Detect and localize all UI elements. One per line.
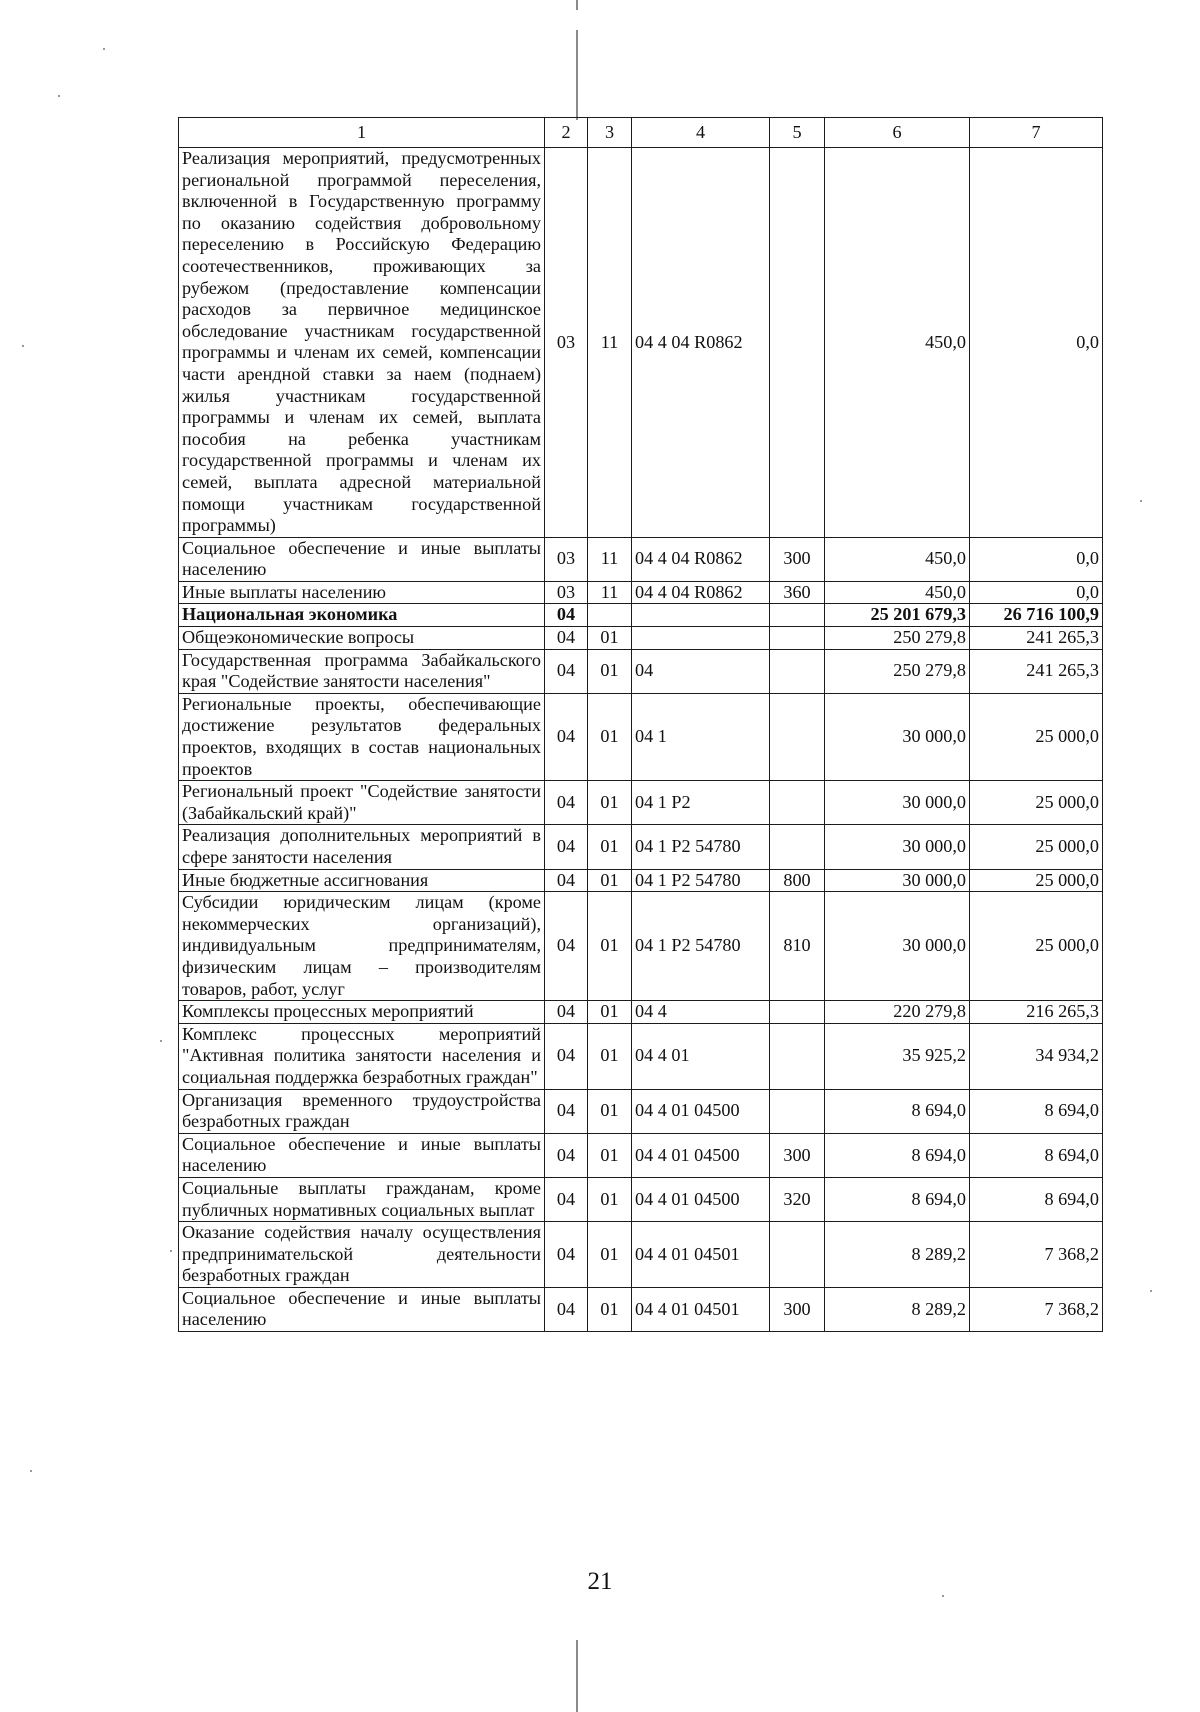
target-article-cell: 04 1 P2 [632, 781, 770, 825]
amount-year2-cell: 241 265,3 [970, 627, 1103, 650]
amount-year2-cell: 216 265,3 [970, 1001, 1103, 1024]
section-code-cell: 04 [545, 869, 588, 892]
column-header: 4 [632, 118, 770, 148]
scan-speck [170, 1250, 172, 1252]
amount-year1-cell: 450,0 [825, 581, 970, 604]
section-code-cell: 04 [545, 1089, 588, 1133]
subsection-code-cell: 01 [588, 1023, 632, 1089]
subsection-code-cell: 01 [588, 1177, 632, 1221]
table-row [179, 604, 1103, 627]
table-row [179, 581, 1103, 604]
amount-year1-cell: 8 289,2 [825, 1222, 970, 1288]
amount-year2-cell: 25 000,0 [970, 825, 1103, 869]
column-header: 7 [970, 118, 1103, 148]
amount-year1-cell: 25 201 679,3 [825, 604, 970, 627]
target-article-cell: 04 [632, 649, 770, 693]
table-row [179, 148, 1103, 538]
expense-type-cell: 810 [770, 892, 825, 1001]
item-name-cell: Оказание содействия началу осуществления предпринимательской деятельности безработных граждан [179, 1222, 545, 1288]
budget-table [178, 117, 1103, 1332]
scan-binding-mark [576, 0, 578, 10]
amount-year2-cell: 8 694,0 [970, 1133, 1103, 1177]
target-article-cell: 04 4 01 04501 [632, 1222, 770, 1288]
target-article-cell [632, 604, 770, 627]
section-code-cell: 04 [545, 1001, 588, 1024]
table-row [179, 627, 1103, 650]
item-name-cell: Общеэкономические вопросы [179, 627, 545, 650]
section-code-cell: 04 [545, 825, 588, 869]
item-name-cell: Социальное обеспечение и иные выплаты населению [179, 1133, 545, 1177]
table-row [179, 1023, 1103, 1089]
amount-year2-cell: 241 265,3 [970, 649, 1103, 693]
amount-year2-cell: 0,0 [970, 537, 1103, 581]
expense-type-cell: 300 [770, 1133, 825, 1177]
target-article-cell: 04 1 P2 54780 [632, 869, 770, 892]
scan-speck [1140, 500, 1142, 502]
section-code-cell: 04 [545, 1287, 588, 1331]
target-article-cell: 04 1 P2 54780 [632, 825, 770, 869]
item-name-cell: Социальные выплаты гражданам, кроме публичных нормативных социальных выплат [179, 1177, 545, 1221]
item-name-cell: Комплекс процессных мероприятий "Активная политика занятости населения и социальная поддержка безработных граждан" [179, 1023, 545, 1089]
subsection-code-cell: 11 [588, 537, 632, 581]
item-name-cell: Организация временного трудоустройства безработных граждан [179, 1089, 545, 1133]
amount-year2-cell: 8 694,0 [970, 1177, 1103, 1221]
amount-year2-cell: 25 000,0 [970, 781, 1103, 825]
scan-binding-mark [576, 30, 578, 120]
table-row [179, 537, 1103, 581]
expense-type-cell [770, 148, 825, 538]
scan-speck [30, 1470, 32, 1472]
expense-type-cell: 360 [770, 581, 825, 604]
expense-type-cell [770, 1001, 825, 1024]
table-row [179, 825, 1103, 869]
subsection-code-cell: 01 [588, 627, 632, 650]
section-code-cell: 03 [545, 581, 588, 604]
table-row [179, 869, 1103, 892]
amount-year1-cell: 35 925,2 [825, 1023, 970, 1089]
subsection-code-cell: 01 [588, 1001, 632, 1024]
table-row [179, 1287, 1103, 1331]
item-name-cell: Реализация дополнительных мероприятий в сфере занятости населения [179, 825, 545, 869]
target-article-cell: 04 4 01 04501 [632, 1287, 770, 1331]
expense-type-cell: 320 [770, 1177, 825, 1221]
amount-year1-cell: 30 000,0 [825, 693, 970, 780]
amount-year1-cell: 30 000,0 [825, 825, 970, 869]
expense-type-cell [770, 825, 825, 869]
expense-type-cell: 300 [770, 1287, 825, 1331]
target-article-cell: 04 4 01 04500 [632, 1177, 770, 1221]
amount-year1-cell: 8 694,0 [825, 1133, 970, 1177]
item-name-cell: Социальное обеспечение и иные выплаты населению [179, 1287, 545, 1331]
table-row [179, 649, 1103, 693]
amount-year2-cell: 0,0 [970, 148, 1103, 538]
table-header-row [179, 118, 1103, 148]
amount-year1-cell: 30 000,0 [825, 781, 970, 825]
expense-type-cell [770, 1023, 825, 1089]
item-name-cell: Комплексы процессных мероприятий [179, 1001, 545, 1024]
table-row [179, 1133, 1103, 1177]
section-code-cell: 04 [545, 627, 588, 650]
amount-year2-cell: 7 368,2 [970, 1287, 1103, 1331]
expense-type-cell: 300 [770, 537, 825, 581]
amount-year1-cell: 30 000,0 [825, 869, 970, 892]
amount-year2-cell: 26 716 100,9 [970, 604, 1103, 627]
amount-year1-cell: 8 694,0 [825, 1089, 970, 1133]
expense-type-cell [770, 781, 825, 825]
item-name-cell: Субсидии юридическим лицам (кроме некоммерческих организаций), индивидуальным предпринимателям, физическим лицам – производителям товаров, работ, услуг [179, 892, 545, 1001]
item-name-cell: Социальное обеспечение и иные выплаты населению [179, 537, 545, 581]
amount-year1-cell: 8 289,2 [825, 1287, 970, 1331]
scan-speck [160, 1040, 162, 1042]
amount-year1-cell: 450,0 [825, 537, 970, 581]
target-article-cell: 04 4 04 R0862 [632, 148, 770, 538]
amount-year2-cell: 8 694,0 [970, 1089, 1103, 1133]
subsection-code-cell: 01 [588, 1222, 632, 1288]
table-row [179, 892, 1103, 1001]
column-header: 1 [179, 118, 545, 148]
target-article-cell: 04 4 04 R0862 [632, 537, 770, 581]
expense-type-cell [770, 604, 825, 627]
column-header: 6 [825, 118, 970, 148]
expense-type-cell [770, 1222, 825, 1288]
subsection-code-cell: 11 [588, 581, 632, 604]
item-name-cell: Иные бюджетные ассигнования [179, 869, 545, 892]
section-code-cell: 04 [545, 604, 588, 627]
table-row [179, 1222, 1103, 1288]
section-code-cell: 04 [545, 1133, 588, 1177]
amount-year2-cell: 0,0 [970, 581, 1103, 604]
section-code-cell: 04 [545, 892, 588, 1001]
item-name-cell: Государственная программа Забайкальского края "Содействие занятости населения" [179, 649, 545, 693]
amount-year1-cell: 250 279,8 [825, 627, 970, 650]
subsection-code-cell [588, 604, 632, 627]
table-row [179, 1001, 1103, 1024]
subsection-code-cell: 01 [588, 1287, 632, 1331]
subsection-code-cell: 01 [588, 1089, 632, 1133]
section-code-cell: 04 [545, 781, 588, 825]
section-code-cell: 04 [545, 1177, 588, 1221]
amount-year1-cell: 450,0 [825, 148, 970, 538]
column-header: 2 [545, 118, 588, 148]
scan-speck [1150, 1290, 1152, 1292]
section-code-cell: 03 [545, 148, 588, 538]
subsection-code-cell: 01 [588, 869, 632, 892]
target-article-cell: 04 4 04 R0862 [632, 581, 770, 604]
item-name-cell: Иные выплаты населению [179, 581, 545, 604]
expense-type-cell: 800 [770, 869, 825, 892]
column-header: 3 [588, 118, 632, 148]
amount-year2-cell: 25 000,0 [970, 869, 1103, 892]
target-article-cell: 04 4 01 [632, 1023, 770, 1089]
section-code-cell: 04 [545, 693, 588, 780]
amount-year2-cell: 25 000,0 [970, 892, 1103, 1001]
subsection-code-cell: 01 [588, 1133, 632, 1177]
section-code-cell: 04 [545, 1023, 588, 1089]
amount-year1-cell: 8 694,0 [825, 1177, 970, 1221]
section-code-cell: 03 [545, 537, 588, 581]
target-article-cell: 04 4 01 04500 [632, 1089, 770, 1133]
scan-speck [22, 345, 24, 347]
expense-type-cell [770, 649, 825, 693]
table-row [179, 1177, 1103, 1221]
section-code-cell: 04 [545, 649, 588, 693]
subsection-code-cell: 01 [588, 649, 632, 693]
subsection-code-cell: 01 [588, 781, 632, 825]
amount-year1-cell: 30 000,0 [825, 892, 970, 1001]
subsection-code-cell: 01 [588, 892, 632, 1001]
section-code-cell: 04 [545, 1222, 588, 1288]
subsection-code-cell: 01 [588, 825, 632, 869]
table-row [179, 781, 1103, 825]
page-number: 21 [587, 1568, 613, 1595]
amount-year1-cell: 220 279,8 [825, 1001, 970, 1024]
target-article-cell: 04 4 [632, 1001, 770, 1024]
amount-year1-cell: 250 279,8 [825, 649, 970, 693]
target-article-cell [632, 627, 770, 650]
item-name-cell: Региональные проекты, обеспечивающие достижение результатов федеральных проектов, входящих в состав национальных проектов [179, 693, 545, 780]
scan-speck [58, 95, 60, 97]
target-article-cell: 04 4 01 04500 [632, 1133, 770, 1177]
expense-type-cell [770, 627, 825, 650]
scan-binding-mark [576, 1640, 578, 1712]
amount-year2-cell: 34 934,2 [970, 1023, 1103, 1089]
target-article-cell: 04 1 P2 54780 [632, 892, 770, 1001]
column-header: 5 [770, 118, 825, 148]
scan-speck [103, 48, 105, 50]
item-name-cell: Реализация мероприятий, предусмотренных региональной программой переселения, включенной в Государственную программу по оказанию содействия добровольному переселению в Российскую Федерацию соотечественников, проживающих за рубежом (предоставление компенсации расходов за первичное медицинское обследование участникам государственной программы и членам их семей, компенсации части арендной ставки за наем (поднаем) жилья участникам государственной программы и членам их семей, выплата пособия на ребенка участникам государственной программы и членам их семей, выплата адресной материальной помощи участникам государственной программы) [179, 148, 545, 538]
expense-type-cell [770, 1089, 825, 1133]
target-article-cell: 04 1 [632, 693, 770, 780]
expense-type-cell [770, 693, 825, 780]
table-row [179, 1089, 1103, 1133]
subsection-code-cell: 01 [588, 693, 632, 780]
amount-year2-cell: 7 368,2 [970, 1222, 1103, 1288]
subsection-code-cell: 11 [588, 148, 632, 538]
item-name-cell: Национальная экономика [179, 604, 545, 627]
item-name-cell: Региональный проект "Содействие занятости (Забайкальский край)" [179, 781, 545, 825]
amount-year2-cell: 25 000,0 [970, 693, 1103, 780]
table-row [179, 693, 1103, 780]
